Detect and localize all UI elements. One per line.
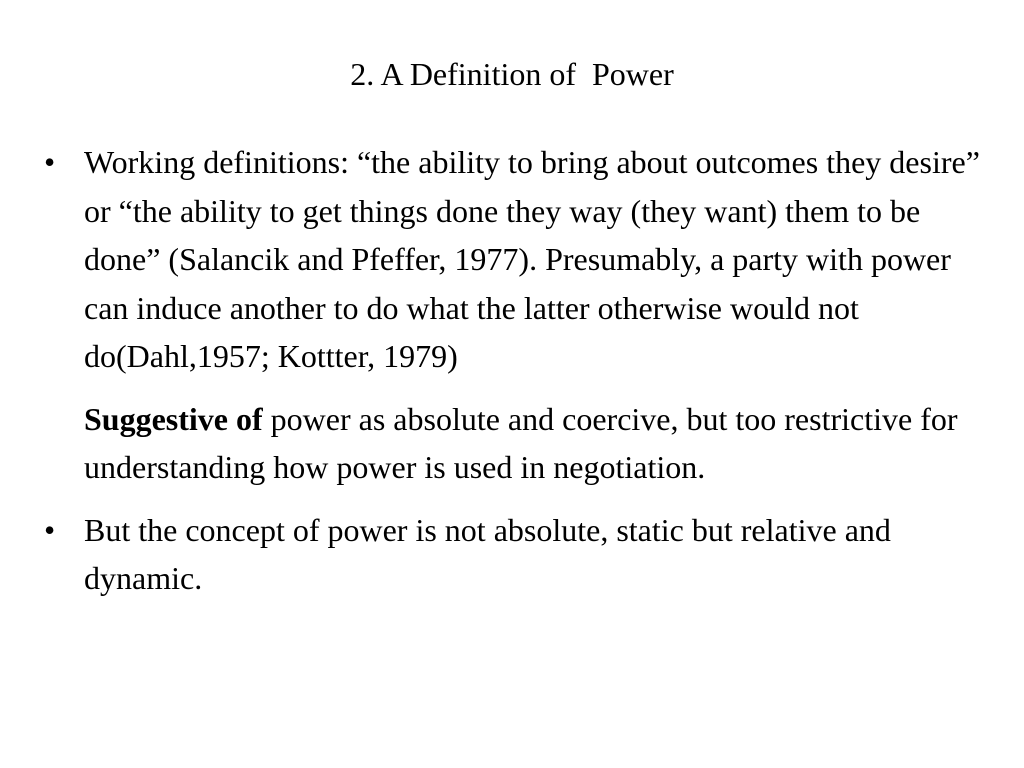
bullet-item-working-definitions	[44, 138, 984, 381]
slide-title: 2. A Definition of Power	[350, 56, 674, 92]
bullet-text: Working definitions: “the ability to bring about outcomes they desire” or “the ability to get things done they way (they want) them to be done” (Salancik and Pfeffer, 1977). Presumably, a party with power can induce another to do what the latter otherwise would not do(Dahl,1957; Kottter, 1979)	[84, 144, 980, 374]
note-text: power as absolute and coercive, but too restrictive for understanding how power is used in negotiation.	[84, 400, 958, 485]
note-bold-text: Suggestive of	[84, 400, 263, 437]
slide-content	[44, 138, 984, 603]
suggestive-note	[44, 395, 984, 492]
bullet-text: But the concept of power is not absolute, static but relative and dynamic.	[84, 511, 891, 596]
bullet-icon: •	[44, 144, 56, 180]
bullet-item-concept	[44, 506, 984, 603]
bullet-icon: •	[44, 511, 56, 548]
